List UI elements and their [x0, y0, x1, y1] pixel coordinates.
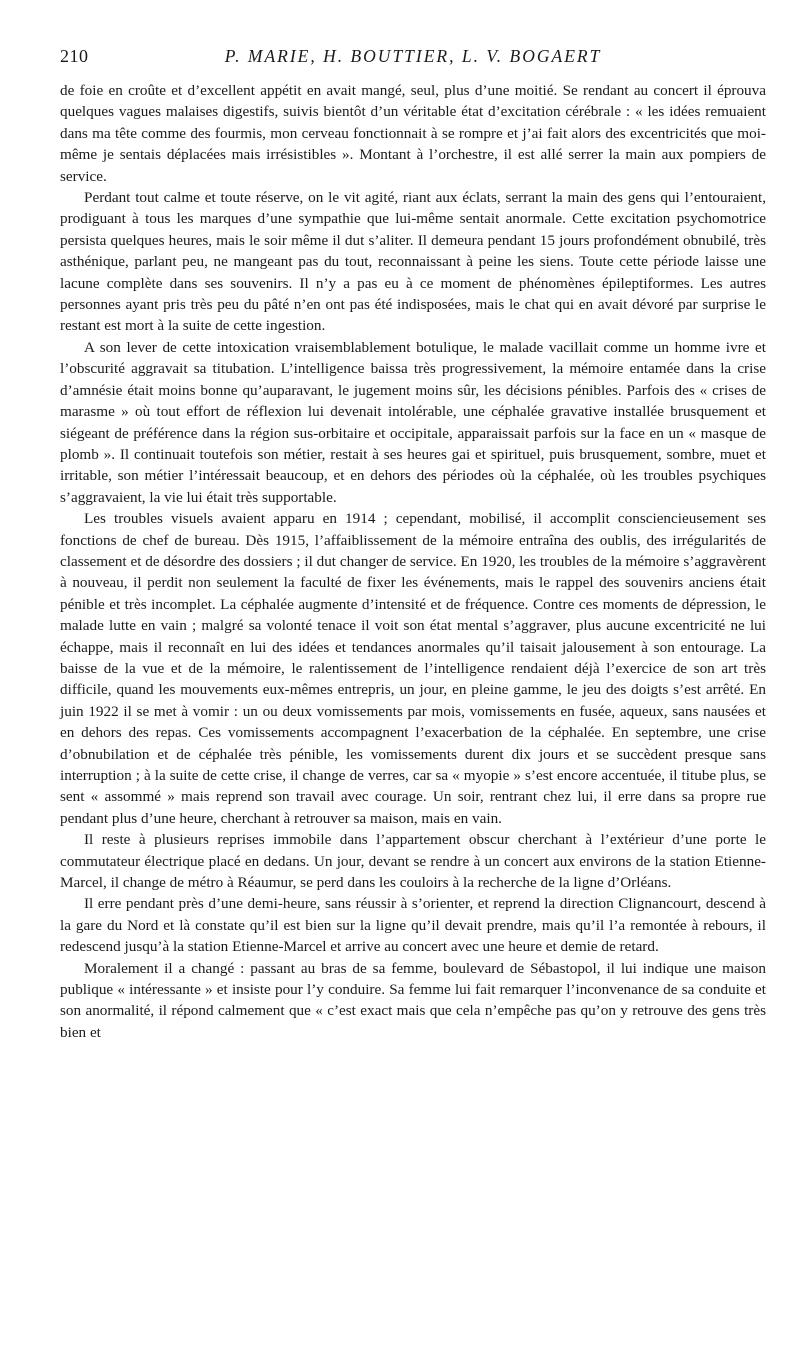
paragraph: Il reste à plusieurs reprises immobile dans l’appartement obscur cherchant à l’extérieur d’une porte le commutateur électrique placé en dedans. Un jour, devant se rendre à un concert aux environs de la station Etienne-Marcel, il change de métro à Réaumur, se perd dans les couloirs à la recherche de la ligne d’Orléans.: [60, 831, 766, 892]
body-text: [60, 80, 766, 1043]
paragraph: A son lever de cette intoxication vraisemblablement botulique, le malade vacillait comme un homme ivre et l’obscurité aggravait sa titubation. L’intelligence baissa très progressivement, la mémoire entamée dans la crise d’amnésie était moins bonne qu’auparavant, le jugement moins sûr, les décisions pénibles. Parfois des « crises de marasme » où tout effort de réflexion lui devenait intolérable, une céphalée gravative installée brusquement et siégeant de préférence dans la région sus-orbitaire et occipitale, apparaissait parfois sur la face en un « masque de plomb ». Il continuait toutefois son métier, restait à ses heures gai et spirituel, puis brusquement, sombre, muet et irritable, son métier l’intéressait beaucoup, et en dehors des périodes où la céphalée, où les troubles psychiques s’aggravaient, la vie lui était très supportable.: [60, 338, 766, 506]
paragraph: Il erre pendant près d’une demi-heure, sans réussir à s’orienter, et reprend la direction Clignancourt, descend à la gare du Nord et là constate qu’il est bien sur la ligne qu’il devait prendre, mais qu’il l’a remontée à rebours, il redescend jusqu’à la station Etienne-Marcel et arrive au concert avec une heure et demie de retard.: [60, 895, 766, 956]
paragraph-continued: de foie en croûte et d’excellent appétit en avait mangé, seul, plus d’une moitié. Se rendant au concert il éprouva quelques vagues malaises digestifs, suivis bientôt d’un véritable état d’excitation cérébrale : « les idées remuaient dans ma tête comme des fourmis, mon cerveau fonctionnait à se rompre et j’ai fait alors des excentricités que moi-même je sentais déplacées mais irrésistibles ». Montant à l’orchestre, il est allé serrer la main aux pompiers de service.: [60, 82, 766, 185]
paragraph: Perdant tout calme et toute réserve, on le vit agité, riant aux éclats, serrant la main des gens qui l’entouraient, prodiguant à tous les marques d’une sympathie que lui-même sentait anormale. Cette excitation psychomotrice persista quelques heures, mais le soir même il dut s’aliter. Il demeura pendant 15 jours profondément obnubilé, très asthénique, parlant peu, ne mangeant pas du tout, reconnaissant à peine les siens. Toute cette période laisse une lacune complète dans ses souvenirs. Il n’y a pas eu à ce moment de phénomènes épileptiformes. Les autres personnes ayant pris très peu du pâté n’en ont pas été indisposées, mais le chat qui en avait dévoré par surprise le restant est mort à la suite de cette ingestion.: [60, 189, 766, 335]
book-page: [60, 46, 766, 1043]
running-title: P. MARIE, H. BOUTTIER, L. V. BOGAERT: [224, 46, 602, 66]
paragraph: Moralement il a changé : passant au bras de sa femme, boulevard de Sébastopol, il lui indique une maison publique « intéressante » et insiste pour l’y conduire. Sa femme lui fait remarquer l’inconvenance de sa conduite et son anormalité, il répond calmement que « c’est exact mais que cela n’empêche pas qu’on y retrouve des gens très bien et: [60, 959, 766, 1041]
page-number: 210: [60, 46, 89, 66]
running-head: [60, 46, 766, 72]
paragraph: Les troubles visuels avaient apparu en 1914 ; cependant, mobilisé, il accomplit consciencieusement ses fonctions de chef de bureau. Dès 1915, l’affaiblissement de la mémoire entraîna des oublis, des irrégularités de classement et de désordre des dossiers ; il dut changer de service. En 1920, les troubles de la mémoire s’aggravèrent à nouveau, il perdit non seulement la faculté de fixer les événements, mais le rappel des souvenirs anciens était pénible et très incomplet. La céphalée augmente d’intensité et de fréquence. Contre ces moments de dépression, le malade lutte en vain ; malgré sa volonté tenace il voit son état mental s’aggraver, plus aucune excentricité ne lui échappe, mais il reconnaît en lui des idées et tendances anormales qu’il taisait jalousement à son entourage. La baisse de la vue et de la mémoire, le ralentissement de l’intelligence rendaient déjà l’exercice de son art très difficile, quand les mouvements eux-mêmes entrepris, un jour, en pleine gamme, le jeu des doigts s’est arrêté. En juin 1922 il se met à vomir : un ou deux vomissements par mois, vomissements en fusée, aqueux, sans nausées et en dehors des repas. Ces vomissements accompagnent l’exacerbation de la céphalée. En septembre, une crise d’obnubilation et de céphalée très pénible, les vomissements durent dix jours et se succèdent presque sans interruption ; à la suite de cette crise, il change de verres, car sa « myopie » s’est encore accentuée, il titube plus, se sent « assommé » mais reprend son travail avec courage. Un soir, rentrant chez lui, il erre dans sa propre rue pendant plus d’une heure, cherchant à retrouver sa maison, mais en vain.: [60, 510, 766, 827]
